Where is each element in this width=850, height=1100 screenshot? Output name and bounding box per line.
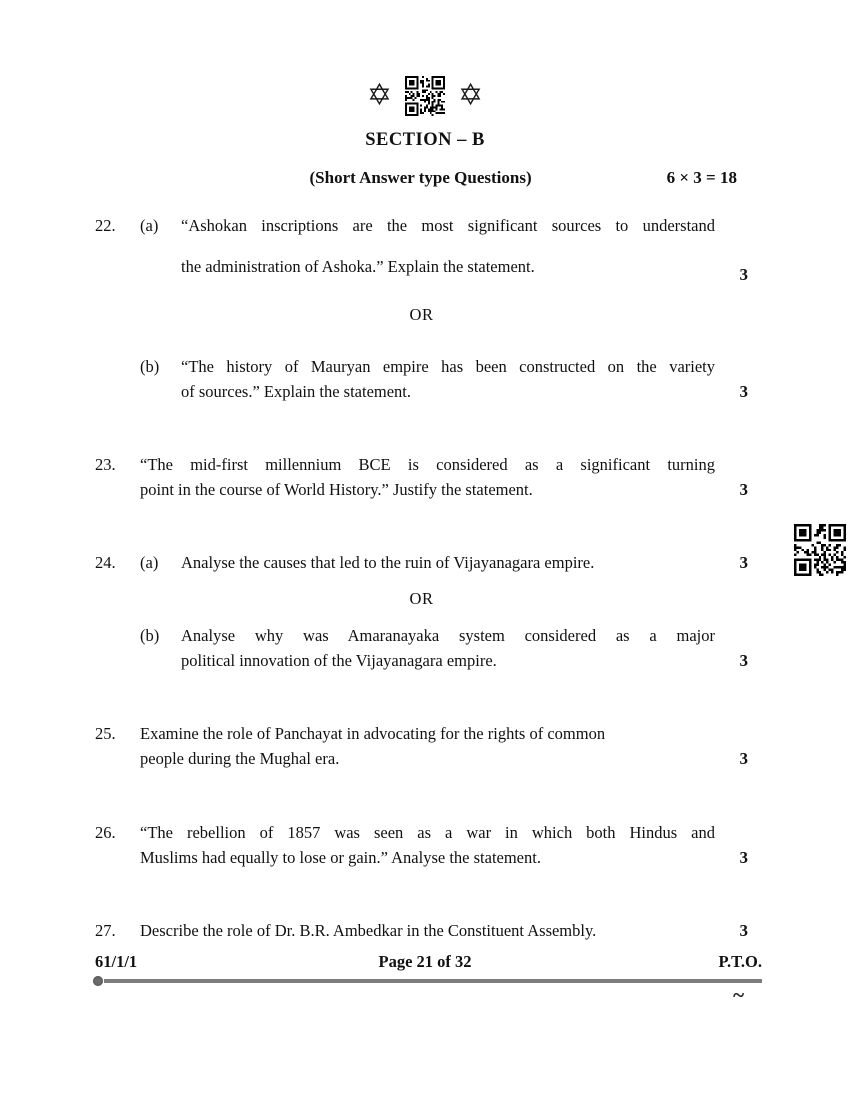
section-subtitle: (Short Answer type Questions) xyxy=(309,168,532,187)
question-22b xyxy=(95,354,748,404)
footer-divider xyxy=(104,979,762,983)
question-text xyxy=(181,354,715,404)
pto-label: P.T.O. xyxy=(718,952,762,971)
question-line: Examine the role of Panchayat in advocating for the rights of common xyxy=(140,724,606,743)
question-text xyxy=(140,918,715,943)
question-line: Describe the role of Dr. B.R. Ambedkar in the Constituent Assembly. xyxy=(140,921,597,940)
question-number: 26. xyxy=(95,823,116,842)
question-line: of sources.” Explain the statement. xyxy=(181,382,412,401)
question-line: point in the course of World History.” Justify the statement. xyxy=(140,480,533,499)
question-25 xyxy=(95,721,748,771)
question-line: the administration of Ashoka.” Explain the statement. xyxy=(181,257,535,276)
question-23 xyxy=(95,452,748,502)
question-marks: 3 xyxy=(739,265,748,284)
question-line: “The mid-first millennium BCE is considered as a significant turning xyxy=(140,455,715,474)
question-part-letter: (b) xyxy=(140,626,160,645)
qr-code-icon xyxy=(405,76,445,116)
question-marks: 3 xyxy=(739,848,748,867)
star-of-david-icon: ✡ xyxy=(458,78,484,113)
question-text xyxy=(140,820,715,870)
question-text xyxy=(140,721,715,771)
question-line: “The history of Mauryan empire has been constructed on the variety xyxy=(181,357,715,376)
question-number: 27. xyxy=(95,921,116,940)
or-separator: OR xyxy=(409,589,434,608)
question-27 xyxy=(95,918,748,943)
paper-code: 61/1/1 xyxy=(95,952,138,971)
question-marks: 3 xyxy=(739,382,748,401)
question-22a xyxy=(95,205,748,287)
question-number xyxy=(95,623,140,673)
question-part-letter: (a) xyxy=(140,553,159,572)
page-number: Page 21 of 32 xyxy=(378,952,472,971)
question-part-letter: (b) xyxy=(140,357,160,376)
question-number xyxy=(95,354,140,404)
question-line: Analyse why was Amaranayaka system considered as a major xyxy=(181,626,715,645)
question-line: “The rebellion of 1857 was seen as a war in which both Hindus and xyxy=(140,823,715,842)
question-text xyxy=(181,623,715,673)
question-number: 23. xyxy=(95,455,116,474)
question-marks: 3 xyxy=(739,749,748,768)
question-line: political innovation of the Vijayanagara empire. xyxy=(181,651,497,670)
tilde-mark: ~ xyxy=(733,983,744,1007)
header-decorations xyxy=(0,75,850,117)
star-of-david-icon: ✡ xyxy=(366,78,392,113)
or-separator: OR xyxy=(409,305,434,324)
question-text xyxy=(181,550,715,575)
section-subheading-row xyxy=(0,168,850,192)
question-line: Muslims had equally to lose or gain.” Analyse the statement. xyxy=(140,848,541,867)
question-24a xyxy=(95,550,748,575)
question-marks: 3 xyxy=(739,480,748,499)
question-marks: 3 xyxy=(739,553,748,572)
qr-code-icon xyxy=(794,524,846,576)
question-part-letter: (a) xyxy=(140,216,159,235)
question-line: “Ashokan inscriptions are the most significant sources to understand xyxy=(181,216,715,235)
question-marks: 3 xyxy=(739,921,748,940)
question-text xyxy=(181,205,715,287)
marks-formula: 6 × 3 = 18 xyxy=(666,168,737,187)
question-number: 22. xyxy=(95,216,116,235)
footer-dot xyxy=(93,976,103,986)
question-marks: 3 xyxy=(739,651,748,670)
question-text xyxy=(140,452,715,502)
question-number: 24. xyxy=(95,553,116,572)
question-24b xyxy=(95,623,748,673)
question-line: Analyse the causes that led to the ruin of Vijayanagara empire. xyxy=(181,553,595,572)
section-title: SECTION – B xyxy=(365,130,485,150)
question-26 xyxy=(95,820,748,870)
question-number: 25. xyxy=(95,724,116,743)
question-line: people during the Mughal era. xyxy=(140,749,340,768)
